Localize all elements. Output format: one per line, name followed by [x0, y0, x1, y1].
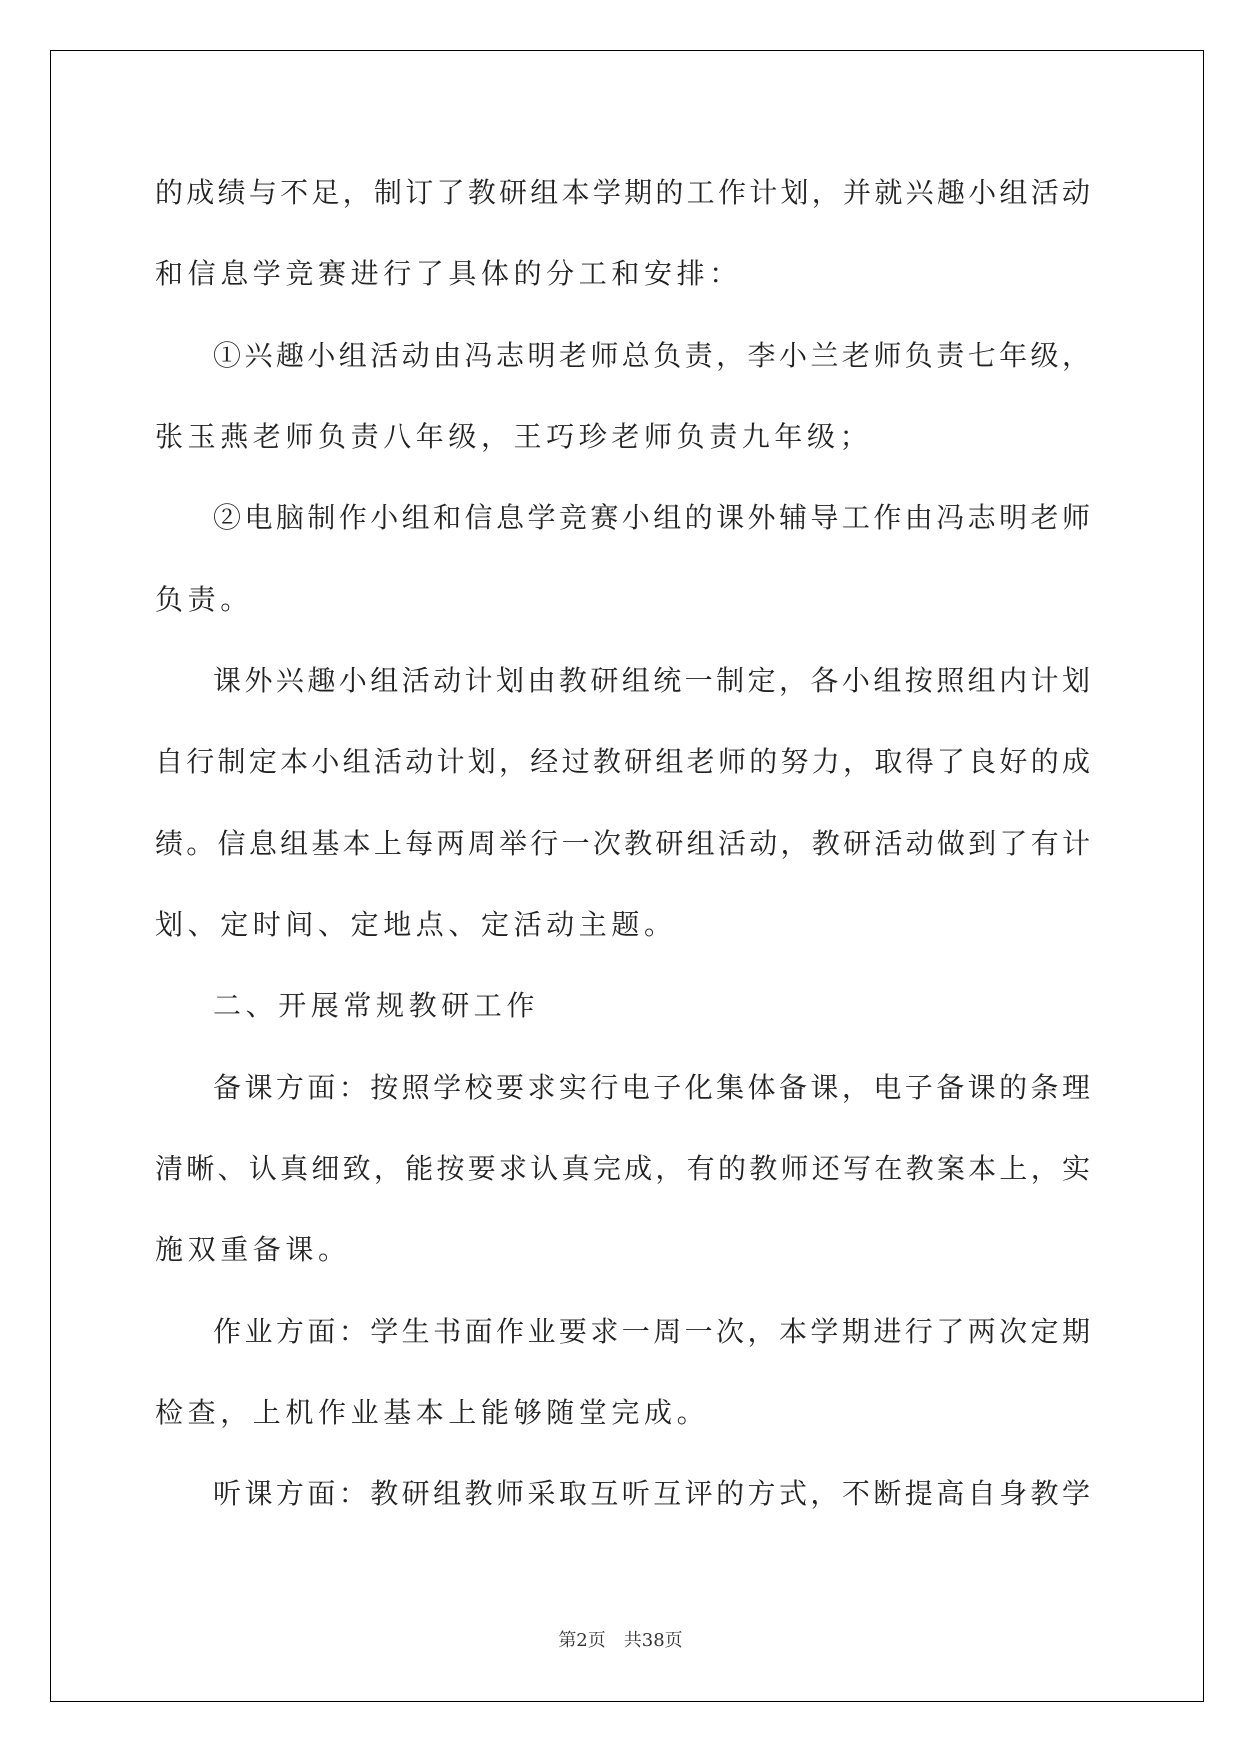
body-text-line: 划、定时间、定地点、定活动主题。 — [155, 908, 677, 941]
body-text-line: 检查，上机作业基本上能够随堂完成。 — [155, 1396, 710, 1429]
body-text-line: 课外兴趣小组活动计划由教研组统一制定，各小组按照组内计划 — [213, 664, 1090, 697]
body-text-line: 听课方面：教研组教师采取互听互评的方式，不断提高自身教学 — [213, 1477, 1090, 1510]
body-text-line: 备课方面：按照学校要求实行电子化集体备课，电子备课的条理 — [213, 1071, 1090, 1104]
body-text-line: 绩。信息组基本上每两周举行一次教研组活动，教研活动做到了有计 — [155, 827, 1090, 860]
body-text-line: 张玉燕老师负责八年级，王巧珍老师负责九年级； — [155, 420, 873, 453]
body-text-line: 的成绩与不足，制订了教研组本学期的工作计划，并就兴趣小组活动 — [155, 176, 1090, 209]
page-number-footer: 第2页 共38页 — [558, 1630, 683, 1651]
section-heading: 二、开展常规教研工作 — [213, 989, 540, 1022]
body-text-line: 施双重备课。 — [155, 1233, 351, 1266]
body-text-line: ①兴趣小组活动由冯志明老师总负责，李小兰老师负责七年级， — [213, 339, 1090, 372]
body-text-line: ②电脑制作小组和信息学竞赛小组的课外辅导工作由冯志明老师 — [213, 501, 1090, 534]
body-text-line: 清晰、认真细致，能按要求认真完成，有的教师还写在教案本上，实 — [155, 1152, 1090, 1185]
body-text-line: 自行制定本小组活动计划，经过教研组老师的努力，取得了良好的成 — [155, 745, 1090, 778]
page-border — [50, 50, 1204, 1702]
body-text-line: 和信息学竞赛进行了具体的分工和安排： — [155, 257, 742, 290]
body-text-line: 负责。 — [155, 583, 253, 616]
body-text-line: 作业方面：学生书面作业要求一周一次，本学期进行了两次定期 — [213, 1315, 1090, 1348]
